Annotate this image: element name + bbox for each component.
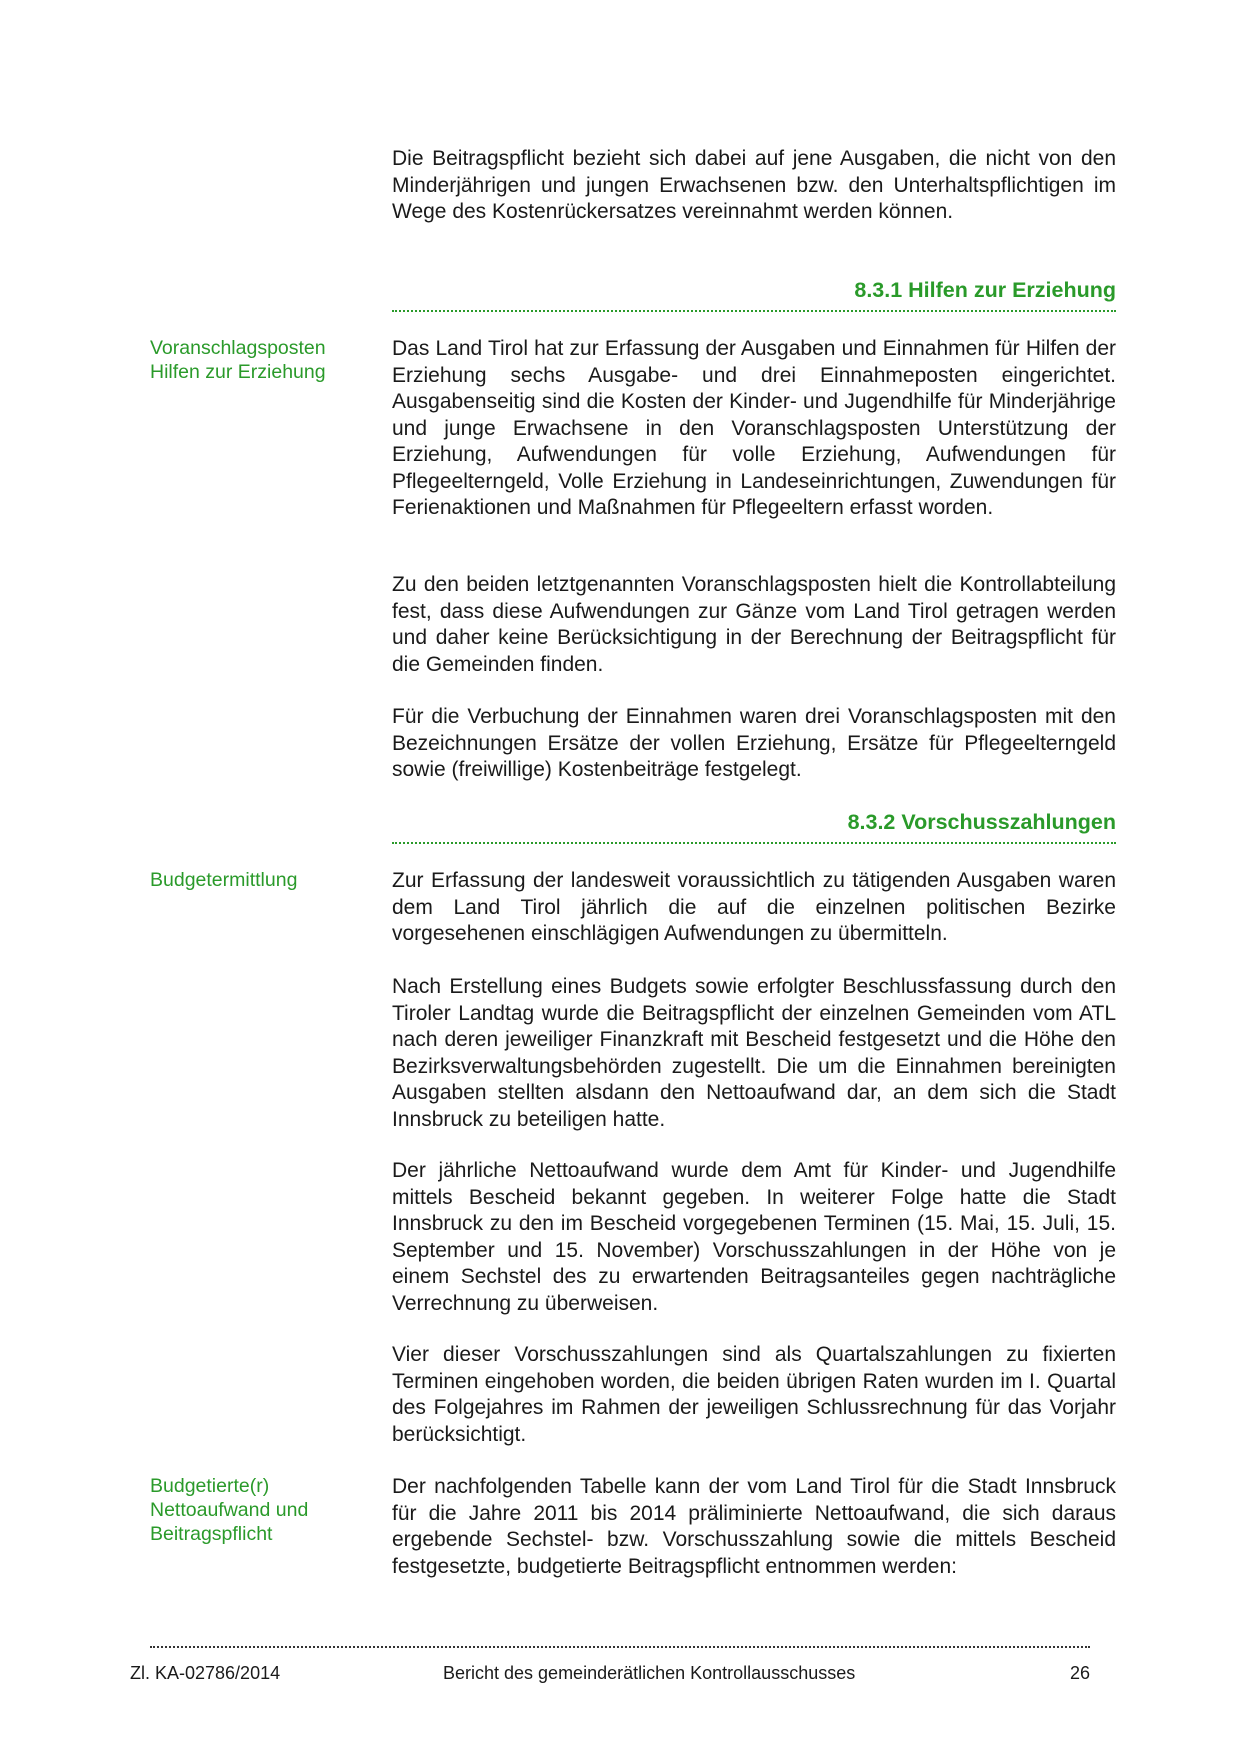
paragraph-nettoaufwand: Der jährliche Nettoaufwand wurde dem Amt für Kinder- und Jugendhilfe mittels Bescheid bekannt gegeben. In weiterer Folge hatte die Stadt Innsbruck zu den im Bescheid vorgegebenen Terminen (15. Mai, 15. Juli, 15. September und 15. November) Vorschusszahlungen in der Höhe von je einem Sechstel des zu erwartenden Beitragsanteiles gegen nachträgliche Verrechnung zu überweisen. <box>392 1159 1116 1315</box>
margin-note-line: Voranschlagsposten <box>150 337 326 359</box>
margin-note-voranschlagsposten <box>150 336 380 384</box>
paragraph-land-tirol: Das Land Tirol hat zur Erfassung der Ausgaben und Einnahmen für Hilfen der Erziehung sechs Ausgabe- und drei Einnahmeposten eingerichtet. Ausgabenseitig sind die Kosten der Kinder- und Jugendhilfe für Minderjährige und junge Erwachsene in den Voranschlagsposten Unterstützung der Erziehung, Aufwendungen für volle Erziehung, Aufwendungen für Pflegeelterngeld, Volle Erziehung in Landeseinrichtungen, Zuwendungen für Ferienaktionen und Maßnahmen für Pflegeeltern erfasst worden. <box>392 337 1116 519</box>
section-heading-8-3-2: 8.3.2 Vorschusszahlungen <box>392 808 1116 844</box>
paragraph-einnahmen: Für die Verbuchung der Einnahmen waren drei Voranschlagsposten mit den Bezeichnungen Ersätze der vollen Erziehung, Ersätze für Pflegeelterngeld sowie (freiwillige) Kostenbeiträge festgelegt. <box>392 705 1116 781</box>
paragraph-kontrollabteilung: Zu den beiden letztgenannten Voranschlagsposten hielt die Kontrollabteilung fest, dass diese Aufwendungen zur Gänze vom Land Tirol getragen werden und daher keine Berücksichtigung in der Berechnung der Beitragspflicht für die Gemeinden finden. <box>392 573 1116 676</box>
footer-page-number: 26 <box>1069 1663 1090 1683</box>
footer-title: Bericht des gemeinderätlichen Kontrollausschusses <box>443 1663 856 1683</box>
paragraph-budget-erstellung: Nach Erstellung eines Budgets sowie erfolgter Beschlussfassung durch den Tiroler Landtag wurde die Beitragspflicht der einzelnen Gemeinden vom ATL nach deren jeweiliger Finanzkraft mit Bescheid festgesetzt und die Höhe den Bezirksverwaltungsbehörden zugestellt. Die um die Einnahmen bereinigten Ausgaben stellten alsdann den Nettoaufwand dar, an dem sich die Stadt Innsbruck zu beteiligen hatte. <box>392 975 1116 1131</box>
margin-note-line: Hilfen zur Erziehung <box>150 361 326 383</box>
section-heading-8-3-1: 8.3.1 Hilfen zur Erziehung <box>392 276 1116 312</box>
margin-note-line: Budgetermittlung <box>150 869 298 891</box>
margin-note-budgetermittlung <box>150 868 380 892</box>
paragraph-erfassung: Zur Erfassung der landesweit voraussichtlich zu tätigenden Ausgaben waren dem Land Tirol jährlich die auf die einzelnen politischen Bezirke vorgesehenen einschlägigen Aufwendungen zu übermitteln. <box>392 869 1116 945</box>
paragraph-vorschusszahlungen: Vier dieser Vorschusszahlungen sind als Quartalszahlungen zu fixierten Terminen eingehoben worden, die beiden übrigen Raten wurden im I. Quartal des Folgejahres im Rahmen der jeweiligen Schlussrechnung für das Vorjahr berücksichtigt. <box>392 1343 1116 1446</box>
footer-divider <box>150 1646 1090 1648</box>
margin-note-line: Nettoaufwand und <box>150 1499 309 1521</box>
margin-note-line: Budgetierte(r) <box>150 1475 270 1497</box>
margin-note-budgetierte <box>150 1474 380 1546</box>
margin-note-line: Beitragspflicht <box>150 1523 273 1545</box>
footer-reference: Zl. KA-02786/2014 <box>130 1663 281 1683</box>
paragraph-tabelle-hinweis: Der nachfolgenden Tabelle kann der vom Land Tirol für die Stadt Innsbruck für die Jahre 2011 bis 2014 präliminierte Nettoaufwand, die sich daraus ergebende Sechstel- bzw. Vorschusszahlung sowie die mittels Bescheid festgesetzte, budgetierte Beitragspflicht entnommen werden: <box>392 1475 1116 1578</box>
intro-paragraph: Die Beitragspflicht bezieht sich dabei auf jene Ausgaben, die nicht von den Minderjährigen und jungen Erwachsenen bzw. den Unterhaltspflichtigen im Wege des Kostenrückersatzes vereinnahmt werden können. <box>392 147 1116 223</box>
